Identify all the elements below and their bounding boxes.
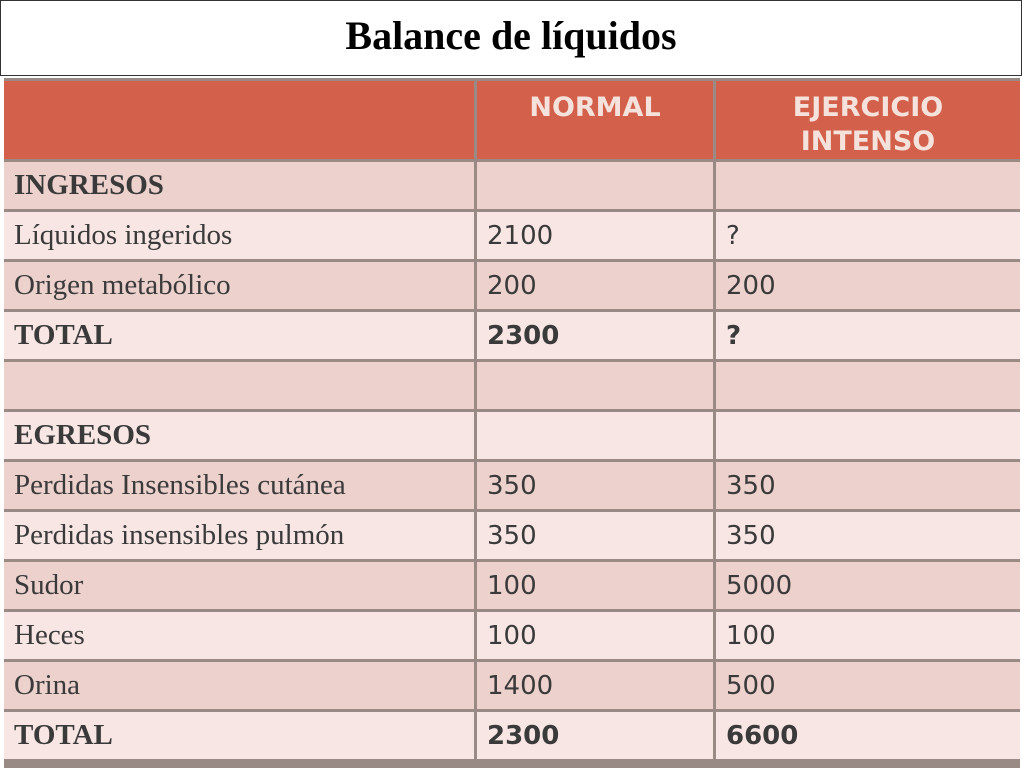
row-label: Sudor [4, 562, 474, 609]
row-label: Perdidas Insensibles cutánea [4, 462, 474, 509]
row-normal-value [477, 362, 713, 409]
row-normal-value [477, 412, 713, 459]
table-body [4, 162, 1020, 759]
row-normal-value: 100 [477, 612, 713, 659]
row-ejercicio-value [716, 412, 1020, 459]
row-ejercicio-value: ? [716, 312, 1020, 359]
row-label: Líquidos ingeridos [4, 212, 474, 259]
header-ejercicio-line2: INTENSO [800, 126, 936, 157]
table-row [4, 612, 1020, 659]
table-row [4, 312, 1020, 359]
header-ejercicio-intenso [716, 81, 1020, 159]
row-label: INGRESOS [4, 162, 474, 209]
row-ejercicio-value: 350 [716, 462, 1020, 509]
row-ejercicio-value: 500 [716, 662, 1020, 709]
row-ejercicio-value: 6600 [716, 712, 1020, 759]
balance-table-container [4, 78, 1020, 768]
row-normal-value: 2100 [477, 212, 713, 259]
page-title: Balance de líquidos [345, 12, 677, 58]
row-label: TOTAL [4, 312, 474, 359]
header-normal: NORMAL [477, 81, 713, 159]
table-row [4, 562, 1020, 609]
row-label: Perdidas insensibles pulmón [4, 512, 474, 559]
table-header-row [4, 81, 1020, 159]
row-ejercicio-value: 350 [716, 512, 1020, 559]
table-row [4, 212, 1020, 259]
table-row [4, 362, 1020, 409]
row-ejercicio-value: 200 [716, 262, 1020, 309]
table-row [4, 462, 1020, 509]
row-label: Heces [4, 612, 474, 659]
row-normal-value: 350 [477, 512, 713, 559]
row-label: Orina [4, 662, 474, 709]
row-normal-value [477, 162, 713, 209]
row-normal-value: 1400 [477, 662, 713, 709]
row-label: Origen metabólico [4, 262, 474, 309]
row-ejercicio-value [716, 162, 1020, 209]
table-row [4, 262, 1020, 309]
table-row [4, 412, 1020, 459]
row-normal-value: 200 [477, 262, 713, 309]
header-empty-cell [4, 81, 474, 159]
row-ejercicio-value [716, 362, 1020, 409]
row-normal-value: 350 [477, 462, 713, 509]
row-label [4, 362, 474, 409]
balance-table [1, 78, 1023, 762]
table-row [4, 712, 1020, 759]
row-normal-value: 2300 [477, 712, 713, 759]
row-normal-value: 2300 [477, 312, 713, 359]
header-ejercicio-line1: EJERCICIO [792, 92, 944, 123]
row-label: TOTAL [4, 712, 474, 759]
row-normal-value: 100 [477, 562, 713, 609]
row-ejercicio-value: 100 [716, 612, 1020, 659]
row-ejercicio-value: 5000 [716, 562, 1020, 609]
title-bar [0, 0, 1022, 76]
table-row [4, 662, 1020, 709]
row-label: EGRESOS [4, 412, 474, 459]
table-row [4, 512, 1020, 559]
table-row [4, 162, 1020, 209]
row-ejercicio-value: ? [716, 212, 1020, 259]
